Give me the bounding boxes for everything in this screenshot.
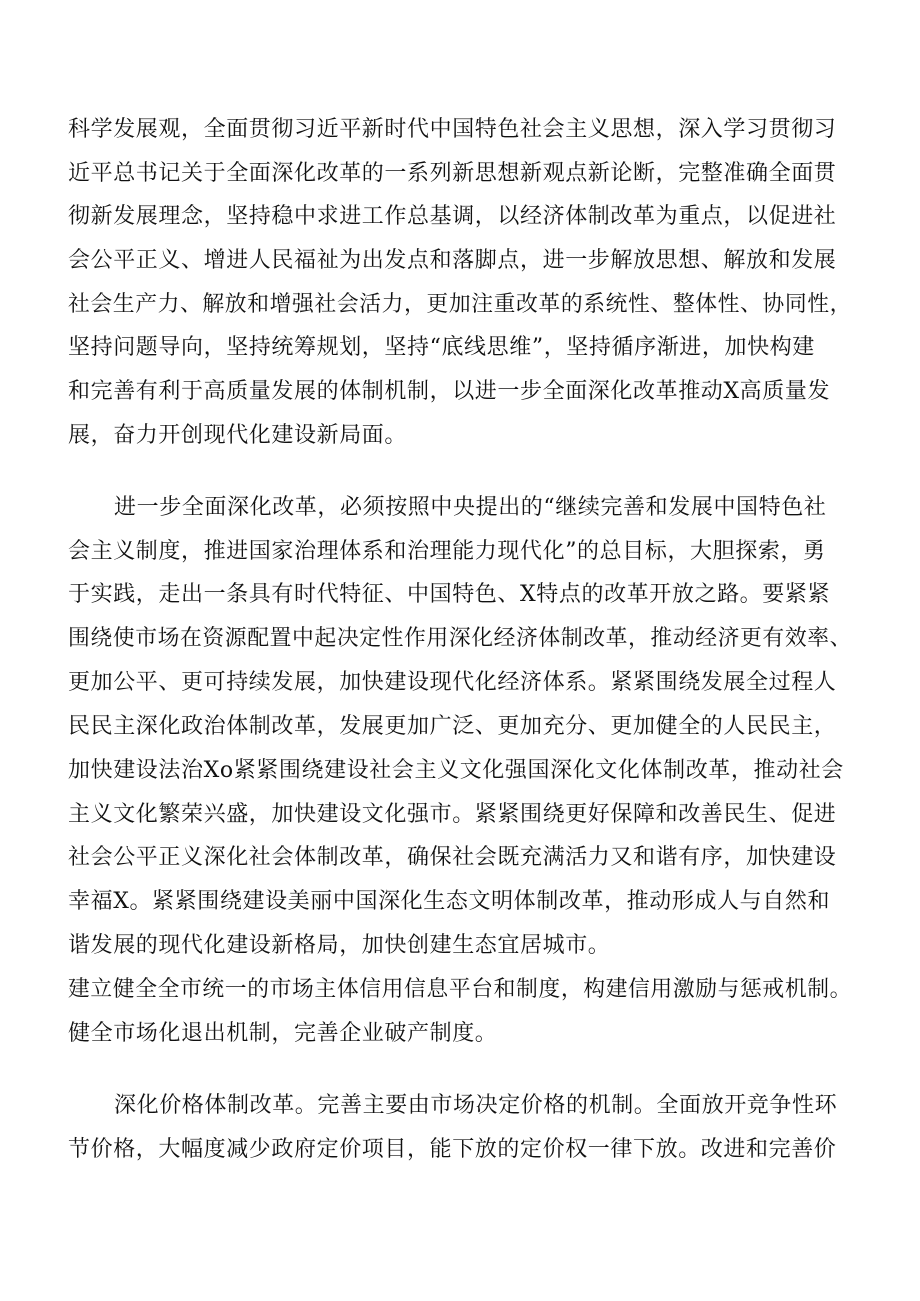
text-line: 展，奋力开创现代化建设新局面。 bbox=[68, 423, 408, 448]
text-line: 彻新发展理念，坚持稳中求进工作总基调，以经济体制改革为重点，以促进社 bbox=[68, 204, 837, 229]
text-line: 民民主深化政治体制改革，发展更加广泛、更加充分、更加健全的人民民主， bbox=[68, 714, 837, 739]
text-line: 坚持问题导向，坚持统筹规划，坚持“底线思维”，坚持循序渐进，加快构建 bbox=[68, 335, 815, 360]
text-line: 和完善有利于高质量发展的体制机制，以进一步全面深化改革推动X高质量发 bbox=[68, 379, 831, 404]
text-line: 更加公平、更可持续发展，加快建设现代化经济体系。紧紧围绕发展全过程人 bbox=[68, 670, 837, 695]
text-line: 科学发展观，全面贯彻习近平新时代中国特色社会主义思想，深入学习贯彻习 bbox=[68, 117, 837, 142]
text-line: 健全市场化退出机制，完善企业破产制度。 bbox=[68, 1021, 498, 1046]
text-line: 节价格，大幅度减少政府定价项目，能下放的定价权一律下放。改进和完善价 bbox=[68, 1137, 837, 1162]
text-line: 会公平正义、增进人民福祉为出发点和落脚点，进一步解放思想、解放和发展 bbox=[68, 248, 837, 273]
text-line: 围绕使市场在资源配置中起决定性作用深化经济体制改革，推动经济更有效率、 bbox=[68, 626, 853, 651]
text-line: 近平总书记关于全面深化改革的一系列新思想新观点新论断，完整准确全面贯 bbox=[68, 161, 837, 186]
text-line: 于实践，走出一条具有时代特征、中国特色、X特点的改革开放之路。要紧紧 bbox=[68, 582, 831, 607]
text-line: 社会生产力、解放和增强社会活力，更加注重改革的系统性、整体性、协同性， bbox=[68, 292, 853, 317]
text-line: 主义文化繁荣兴盛，加快建设文化强市。紧紧围绕更好保障和改善民生、促进 bbox=[68, 802, 837, 827]
text-line: 深化价格体制改革。完善主要由市场决定价格的机制。全面放开竞争性环 bbox=[114, 1093, 838, 1118]
text-line: 社会公平正义深化社会体制改革，确保社会既充满活力又和谐有序，加快建设 bbox=[68, 845, 837, 870]
text-line: 幸福X。紧紧围绕建设美丽中国深化生态文明体制改革，推动形成人与自然和 bbox=[68, 889, 831, 914]
text-line: 进一步全面深化改革，必须按照中央提出的“继续完善和发展中国特色社 bbox=[114, 495, 827, 520]
text-line: 会主义制度，推进国家治理体系和治理能力现代化”的总目标，大胆探索，勇 bbox=[68, 539, 826, 564]
text-line: 谐发展的现代化建设新格局，加快创建生态宜居城市。 bbox=[68, 933, 611, 958]
text-line: 建立健全全市统一的市场主体信用信息平台和制度，构建信用激励与惩戒机制。 bbox=[68, 977, 853, 1002]
text-line: 加快建设法治Xo紧紧围绕建设社会主义文化强国深化文化体制改革，推动社会 bbox=[68, 758, 844, 783]
